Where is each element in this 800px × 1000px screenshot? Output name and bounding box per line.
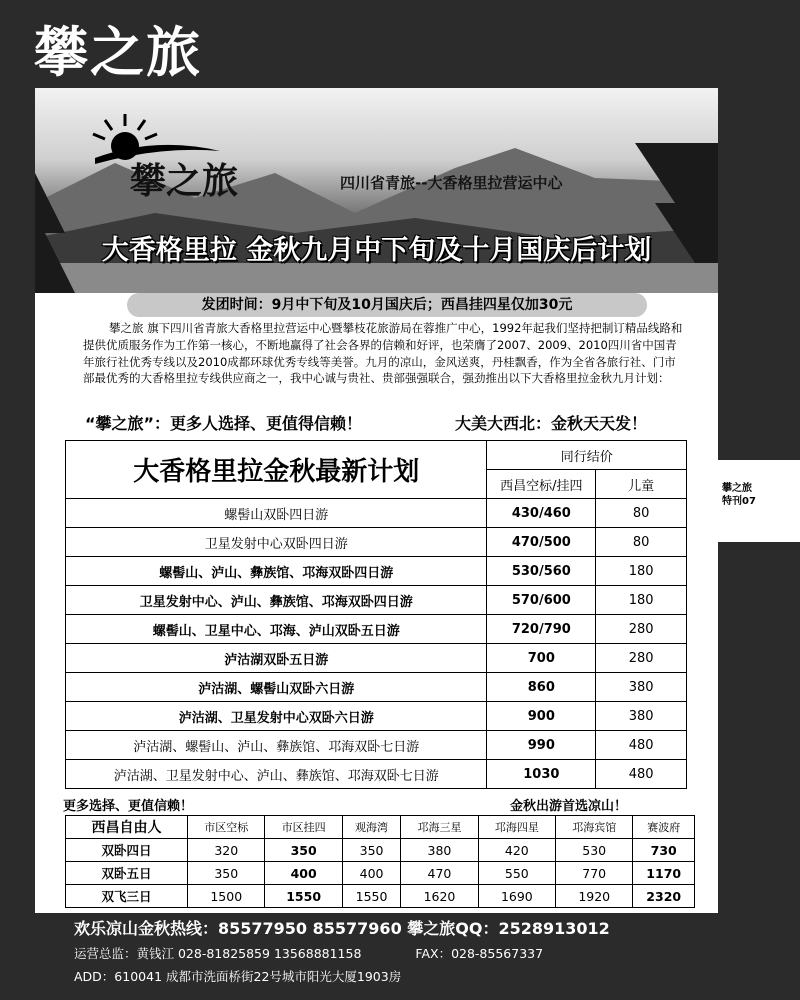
flyer-card [35,88,718,913]
itinerary-child: 480 [596,731,687,760]
address: ADD：610041 成都市洗面桥街22号城市阳光大厦1903房 [74,969,402,984]
logo-text: 攀之旅 [130,160,239,202]
itinerary-child: 280 [596,615,687,644]
itinerary-price: 430/460 [487,499,596,528]
xichang-price-cell: 400 [342,862,400,885]
itinerary-child: 380 [596,673,687,702]
itinerary-price: 720/790 [487,615,596,644]
itinerary-child: 280 [596,644,687,673]
itinerary-table [65,440,687,789]
itinerary-child: 380 [596,702,687,731]
xichang-price-cell: 1550 [265,885,342,908]
xichang-title: 西昌自由人 [66,816,188,839]
xichang-price-cell: 320 [188,839,265,862]
itinerary-price: 570/600 [487,586,596,615]
xichang-price-cell: 350 [265,839,342,862]
table-row [66,731,687,760]
table-row [66,839,695,862]
xichang-col-header: 邛海宾馆 [556,816,633,839]
xichang-price-cell: 420 [478,839,555,862]
xichang-price-cell: 1170 [633,862,695,885]
xichang-price-cell: 550 [478,862,555,885]
itinerary-child: 480 [596,760,687,789]
organization-name: 四川省青旅--大香格里拉营运中心 [340,174,563,192]
itinerary-route: 泸沽湖、卫星发射中心双卧六日游 [66,702,487,731]
itinerary-route: 泸沽湖、螺髻山、泸山、彝族馆、邛海双卧七日游 [66,731,487,760]
departure-banner: 发团时间：9月中下旬及10月国庆后；西昌挂四星仅加30元 [127,293,647,317]
xichang-col-header: 赛波府 [633,816,695,839]
contact-line [74,944,610,962]
table-row [66,528,687,557]
banner [35,88,718,293]
xichang-row-label: 双卧四日 [66,839,188,862]
itinerary-price: 900 [487,702,596,731]
xichang-price-cell: 1500 [188,885,265,908]
xichang-price-cell: 350 [188,862,265,885]
xichang-price-cell: 730 [633,839,695,862]
itinerary-price: 530/560 [487,557,596,586]
xichang-price-cell: 2320 [633,885,695,908]
xichang-price-cell: 470 [401,862,478,885]
more-choices-text: 更多选择、更值信赖！ [63,799,194,814]
side-label-line1: 攀之旅 [722,483,752,494]
table-row [66,499,687,528]
xichang-col-header: 市区空标 [188,816,265,839]
table-row [66,557,687,586]
table-row [66,673,687,702]
table-row [66,702,687,731]
itinerary-route: 卫星发射中心双卧四日游 [66,528,487,557]
itinerary-route: 泸沽湖、卫星发射中心、泸山、彝族馆、邛海双卧七日游 [66,760,487,789]
itinerary-child: 180 [596,586,687,615]
autumn-tip-text: 金秋出游首选凉山！ [510,799,628,814]
itinerary-child: 80 [596,528,687,557]
itinerary-price: 990 [487,731,596,760]
itinerary-child: 80 [596,499,687,528]
table-row [66,760,687,789]
xichang-row-label: 双卧五日 [66,862,188,885]
table-title: 大香格里拉金秋最新计划 [66,441,487,499]
side-label [718,460,800,542]
group-header: 同行结价 [487,441,687,470]
xichang-price-cell: 350 [342,839,400,862]
footer [74,916,610,985]
hotline: 欢乐凉山金秋热线：85577950 85577960 攀之旅QQ：2528913012 [74,919,610,938]
xichang-price-cell: 400 [265,862,342,885]
fax-number: FAX：028-85567337 [415,946,544,961]
xichang-table [65,815,695,908]
itinerary-route: 螺髻山双卧四日游 [66,499,487,528]
table-row [66,586,687,615]
xichang-price-cell: 1690 [478,885,555,908]
xichang-price-cell: 530 [556,839,633,862]
itinerary-price: 700 [487,644,596,673]
table-row [66,615,687,644]
xichang-price-cell: 770 [556,862,633,885]
xichang-price-cell: 380 [401,839,478,862]
itinerary-route: 螺髻山、卫星中心、邛海、泸山双卧五日游 [66,615,487,644]
xichang-col-header: 邛海四星 [478,816,555,839]
itinerary-child: 180 [596,557,687,586]
table-row [66,644,687,673]
xichang-col-header: 观海湾 [342,816,400,839]
side-label-line2: 特刊07 [722,496,756,507]
xichang-row-label: 双飞三日 [66,885,188,908]
director-contact: 运营总监：黄钱江 028-81825859 13568881158 [74,946,362,961]
itinerary-price: 470/500 [487,528,596,557]
col-price-header: 西昌空标/挂四 [487,470,596,499]
itinerary-price: 1030 [487,760,596,789]
xichang-col-header: 市区挂四 [265,816,342,839]
brand-title: 攀之旅 [34,20,202,84]
headline: 大香格里拉 金秋九月中下旬及十月国庆后计划 [101,235,652,266]
itinerary-route: 螺髻山、泸山、彝族馆、邛海双卧四日游 [66,557,487,586]
table-row [66,862,695,885]
xichang-price-cell: 1620 [401,885,478,908]
xichang-col-header: 邛海三星 [401,816,478,839]
intro-paragraph: 攀之旅 旗下四川省青旅大香格里拉营运中心暨攀枝花旅游局在蓉推广中心，1992年起我们坚持把制订精品线路和提供优质服务作为工作第一核心，不断地赢得了社会各界的信赖和好评，也荣膺了2007、2009、2010四川省中国青年旅行社优秀专线以及2010成都环球优秀专线等美誉。九月的凉山，金风送爽，丹桂飘香，作为全省各旅行社、门市部最优秀的大香格里拉专线供应商之一，我中心诚与贵社、贵部强强联合，强劲推出以下大香格里拉金秋九月计划： [83,321,683,386]
itinerary-price: 860 [487,673,596,702]
table-row [66,885,695,908]
slogan-left: “攀之旅”：更多人选择、更值得信赖！ [85,414,363,433]
col-child-header: 儿童 [596,470,687,499]
slogan-right: 大美大西北：金秋天天发！ [455,414,648,433]
xichang-price-cell: 1920 [556,885,633,908]
itinerary-route: 泸沽湖双卧五日游 [66,644,487,673]
itinerary-route: 卫星发射中心、泸山、彝族馆、邛海双卧四日游 [66,586,487,615]
itinerary-route: 泸沽湖、螺髻山双卧六日游 [66,673,487,702]
xichang-price-cell: 1550 [342,885,400,908]
